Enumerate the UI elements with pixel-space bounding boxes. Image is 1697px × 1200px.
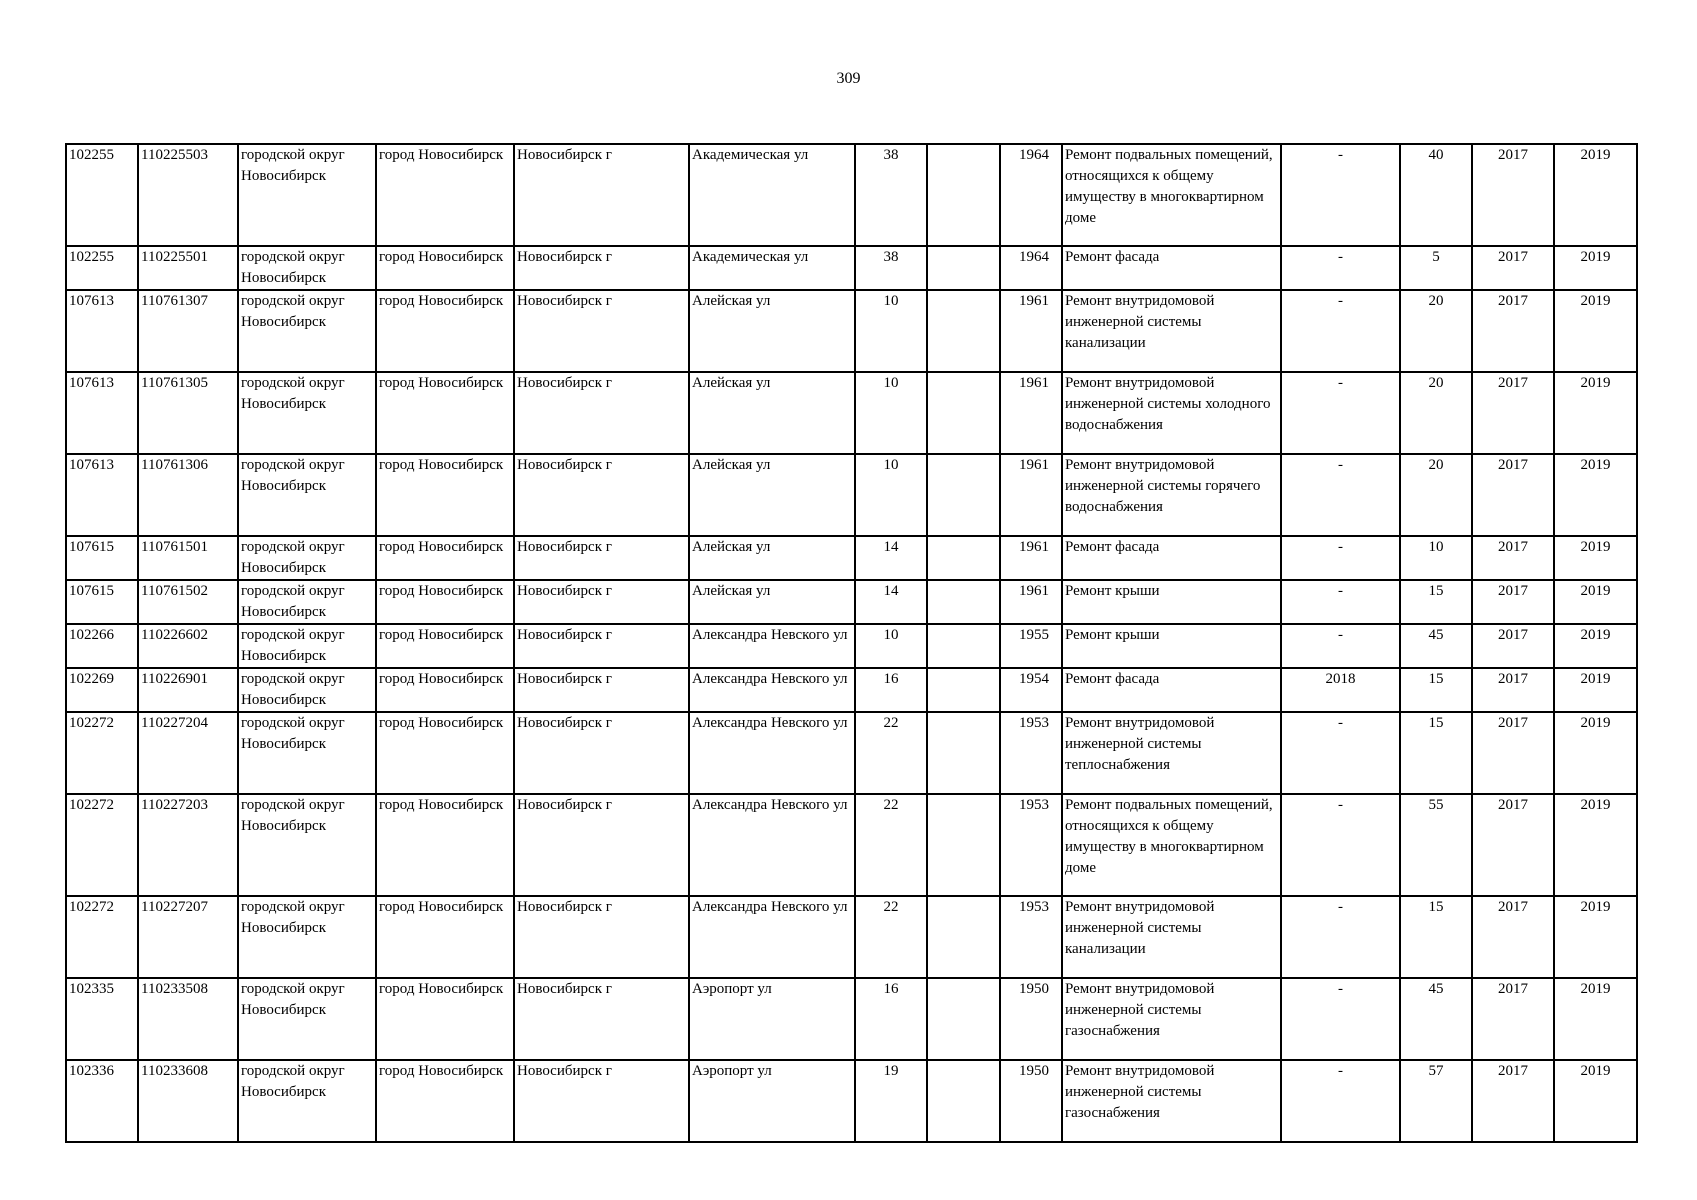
end-year-cell: 2019	[1554, 580, 1637, 624]
table-row	[66, 372, 1637, 454]
work-id-cell: 110233608	[138, 1060, 238, 1142]
work-id-cell: 110225503	[138, 144, 238, 246]
end-year-cell: 2019	[1554, 896, 1637, 978]
city-cell: Новосибирск г	[514, 668, 689, 712]
value-cell: 57	[1400, 1060, 1472, 1142]
building-cell	[927, 144, 1000, 246]
start-year-cell: 2017	[1472, 454, 1554, 536]
extra-cell: -	[1281, 290, 1400, 372]
house-number-cell: 19	[855, 1060, 927, 1142]
settlement-cell: город Новосибирск	[376, 668, 514, 712]
value-cell: 20	[1400, 290, 1472, 372]
settlement-cell: город Новосибирск	[376, 1060, 514, 1142]
end-year-cell: 2019	[1554, 144, 1637, 246]
house-number-cell: 22	[855, 896, 927, 978]
work-id-cell: 110761306	[138, 454, 238, 536]
district-cell: городской округ Новосибирск	[238, 144, 376, 246]
city-cell: Новосибирск г	[514, 536, 689, 580]
extra-cell: -	[1281, 624, 1400, 668]
house-id-cell: 102269	[66, 668, 138, 712]
end-year-cell: 2019	[1554, 794, 1637, 896]
start-year-cell: 2017	[1472, 580, 1554, 624]
start-year-cell: 2017	[1472, 246, 1554, 290]
year-built-cell: 1953	[1000, 794, 1062, 896]
end-year-cell: 2019	[1554, 290, 1637, 372]
city-cell: Новосибирск г	[514, 1060, 689, 1142]
end-year-cell: 2019	[1554, 668, 1637, 712]
house-number-cell: 22	[855, 712, 927, 794]
street-cell: Александра Невского ул	[689, 668, 855, 712]
house-id-cell: 102255	[66, 246, 138, 290]
house-number-cell: 38	[855, 144, 927, 246]
house-number-cell: 10	[855, 454, 927, 536]
year-built-cell: 1961	[1000, 454, 1062, 536]
city-cell: Новосибирск г	[514, 290, 689, 372]
start-year-cell: 2017	[1472, 896, 1554, 978]
work-type-cell: Ремонт внутридомовой инженерной системы газоснабжения	[1062, 1060, 1281, 1142]
district-cell: городской округ Новосибирск	[238, 712, 376, 794]
house-id-cell: 107613	[66, 290, 138, 372]
house-number-cell: 38	[855, 246, 927, 290]
building-cell	[927, 246, 1000, 290]
work-type-cell: Ремонт внутридомовой инженерной системы холодного водоснабжения	[1062, 372, 1281, 454]
district-cell: городской округ Новосибирск	[238, 1060, 376, 1142]
work-id-cell: 110761501	[138, 536, 238, 580]
city-cell: Новосибирск г	[514, 896, 689, 978]
house-number-cell: 10	[855, 372, 927, 454]
house-id-cell: 107615	[66, 536, 138, 580]
start-year-cell: 2017	[1472, 668, 1554, 712]
year-built-cell: 1961	[1000, 580, 1062, 624]
value-cell: 15	[1400, 896, 1472, 978]
street-cell: Академическая ул	[689, 246, 855, 290]
table-row	[66, 896, 1637, 978]
street-cell: Алейская ул	[689, 580, 855, 624]
table-row	[66, 624, 1637, 668]
building-cell	[927, 712, 1000, 794]
table-row	[66, 978, 1637, 1060]
building-cell	[927, 624, 1000, 668]
extra-cell: -	[1281, 580, 1400, 624]
building-cell	[927, 896, 1000, 978]
extra-cell: -	[1281, 536, 1400, 580]
street-cell: Алейская ул	[689, 536, 855, 580]
work-id-cell: 110233508	[138, 978, 238, 1060]
street-cell: Александра Невского ул	[689, 712, 855, 794]
house-id-cell: 102266	[66, 624, 138, 668]
settlement-cell: город Новосибирск	[376, 896, 514, 978]
house-id-cell: 102272	[66, 794, 138, 896]
building-cell	[927, 978, 1000, 1060]
work-type-cell: Ремонт фасада	[1062, 536, 1281, 580]
table-row	[66, 668, 1637, 712]
house-id-cell: 102335	[66, 978, 138, 1060]
start-year-cell: 2017	[1472, 712, 1554, 794]
street-cell: Александра Невского ул	[689, 624, 855, 668]
table-row	[66, 246, 1637, 290]
district-cell: городской округ Новосибирск	[238, 454, 376, 536]
end-year-cell: 2019	[1554, 624, 1637, 668]
extra-cell: 2018	[1281, 668, 1400, 712]
building-cell	[927, 372, 1000, 454]
end-year-cell: 2019	[1554, 536, 1637, 580]
start-year-cell: 2017	[1472, 372, 1554, 454]
city-cell: Новосибирск г	[514, 372, 689, 454]
value-cell: 55	[1400, 794, 1472, 896]
house-number-cell: 14	[855, 580, 927, 624]
house-number-cell: 22	[855, 794, 927, 896]
work-type-cell: Ремонт внутридомовой инженерной системы газоснабжения	[1062, 978, 1281, 1060]
work-type-cell: Ремонт крыши	[1062, 624, 1281, 668]
value-cell: 20	[1400, 372, 1472, 454]
district-cell: городской округ Новосибирск	[238, 246, 376, 290]
value-cell: 45	[1400, 624, 1472, 668]
building-cell	[927, 668, 1000, 712]
street-cell: Александра Невского ул	[689, 794, 855, 896]
settlement-cell: город Новосибирск	[376, 624, 514, 668]
extra-cell: -	[1281, 454, 1400, 536]
year-built-cell: 1964	[1000, 246, 1062, 290]
city-cell: Новосибирск г	[514, 454, 689, 536]
city-cell: Новосибирск г	[514, 978, 689, 1060]
end-year-cell: 2019	[1554, 1060, 1637, 1142]
house-id-cell: 102255	[66, 144, 138, 246]
work-id-cell: 110761305	[138, 372, 238, 454]
work-id-cell: 110227203	[138, 794, 238, 896]
value-cell: 45	[1400, 978, 1472, 1060]
district-cell: городской округ Новосибирск	[238, 896, 376, 978]
work-type-cell: Ремонт крыши	[1062, 580, 1281, 624]
extra-cell: -	[1281, 712, 1400, 794]
extra-cell: -	[1281, 978, 1400, 1060]
value-cell: 10	[1400, 536, 1472, 580]
street-cell: Алейская ул	[689, 372, 855, 454]
table-row	[66, 580, 1637, 624]
settlement-cell: город Новосибирск	[376, 454, 514, 536]
table-body	[66, 144, 1637, 1142]
value-cell: 5	[1400, 246, 1472, 290]
house-number-cell: 16	[855, 978, 927, 1060]
year-built-cell: 1950	[1000, 978, 1062, 1060]
start-year-cell: 2017	[1472, 536, 1554, 580]
work-id-cell: 110227207	[138, 896, 238, 978]
year-built-cell: 1955	[1000, 624, 1062, 668]
building-cell	[927, 580, 1000, 624]
house-number-cell: 14	[855, 536, 927, 580]
value-cell: 15	[1400, 580, 1472, 624]
table-row	[66, 536, 1637, 580]
year-built-cell: 1961	[1000, 536, 1062, 580]
settlement-cell: город Новосибирск	[376, 246, 514, 290]
city-cell: Новосибирск г	[514, 580, 689, 624]
start-year-cell: 2017	[1472, 144, 1554, 246]
work-type-cell: Ремонт подвальных помещений, относящихся к общему имуществу в многоквартирном доме	[1062, 794, 1281, 896]
work-type-cell: Ремонт внутридомовой инженерной системы горячего водоснабжения	[1062, 454, 1281, 536]
settlement-cell: город Новосибирск	[376, 794, 514, 896]
extra-cell: -	[1281, 794, 1400, 896]
table-row	[66, 712, 1637, 794]
year-built-cell: 1954	[1000, 668, 1062, 712]
building-cell	[927, 290, 1000, 372]
city-cell: Новосибирск г	[514, 624, 689, 668]
district-cell: городской округ Новосибирск	[238, 580, 376, 624]
house-id-cell: 107615	[66, 580, 138, 624]
district-cell: городской округ Новосибирск	[238, 372, 376, 454]
house-id-cell: 107613	[66, 372, 138, 454]
work-id-cell: 110226602	[138, 624, 238, 668]
work-id-cell: 110226901	[138, 668, 238, 712]
house-id-cell: 107613	[66, 454, 138, 536]
work-id-cell: 110227204	[138, 712, 238, 794]
building-cell	[927, 1060, 1000, 1142]
extra-cell: -	[1281, 372, 1400, 454]
start-year-cell: 2017	[1472, 1060, 1554, 1142]
year-built-cell: 1950	[1000, 1060, 1062, 1142]
year-built-cell: 1961	[1000, 290, 1062, 372]
table-row	[66, 794, 1637, 896]
house-id-cell: 102272	[66, 896, 138, 978]
work-type-cell: Ремонт подвальных помещений, относящихся к общему имуществу в многоквартирном доме	[1062, 144, 1281, 246]
settlement-cell: город Новосибирск	[376, 290, 514, 372]
street-cell: Аэропорт ул	[689, 1060, 855, 1142]
table-row	[66, 1060, 1637, 1142]
extra-cell: -	[1281, 896, 1400, 978]
table-row	[66, 290, 1637, 372]
start-year-cell: 2017	[1472, 794, 1554, 896]
start-year-cell: 2017	[1472, 624, 1554, 668]
end-year-cell: 2019	[1554, 454, 1637, 536]
extra-cell: -	[1281, 1060, 1400, 1142]
start-year-cell: 2017	[1472, 978, 1554, 1060]
settlement-cell: город Новосибирск	[376, 978, 514, 1060]
street-cell: Аэропорт ул	[689, 978, 855, 1060]
building-cell	[927, 454, 1000, 536]
district-cell: городской округ Новосибирск	[238, 978, 376, 1060]
district-cell: городской округ Новосибирск	[238, 794, 376, 896]
work-type-cell: Ремонт фасада	[1062, 246, 1281, 290]
city-cell: Новосибирск г	[514, 712, 689, 794]
year-built-cell: 1953	[1000, 896, 1062, 978]
settlement-cell: город Новосибирск	[376, 580, 514, 624]
work-id-cell: 110761502	[138, 580, 238, 624]
street-cell: Алейская ул	[689, 290, 855, 372]
building-cell	[927, 794, 1000, 896]
value-cell: 15	[1400, 712, 1472, 794]
district-cell: городской округ Новосибирск	[238, 290, 376, 372]
year-built-cell: 1961	[1000, 372, 1062, 454]
street-cell: Александра Невского ул	[689, 896, 855, 978]
value-cell: 20	[1400, 454, 1472, 536]
extra-cell: -	[1281, 144, 1400, 246]
work-id-cell: 110761307	[138, 290, 238, 372]
work-type-cell: Ремонт фасада	[1062, 668, 1281, 712]
end-year-cell: 2019	[1554, 246, 1637, 290]
value-cell: 15	[1400, 668, 1472, 712]
house-id-cell: 102336	[66, 1060, 138, 1142]
table-row	[66, 144, 1637, 246]
house-number-cell: 16	[855, 668, 927, 712]
house-number-cell: 10	[855, 624, 927, 668]
city-cell: Новосибирск г	[514, 246, 689, 290]
house-id-cell: 102272	[66, 712, 138, 794]
repair-register-table	[65, 143, 1638, 1143]
settlement-cell: город Новосибирск	[376, 712, 514, 794]
year-built-cell: 1953	[1000, 712, 1062, 794]
settlement-cell: город Новосибирск	[376, 144, 514, 246]
city-cell: Новосибирск г	[514, 144, 689, 246]
work-type-cell: Ремонт внутридомовой инженерной системы теплоснабжения	[1062, 712, 1281, 794]
work-type-cell: Ремонт внутридомовой инженерной системы канализации	[1062, 896, 1281, 978]
district-cell: городской округ Новосибирск	[238, 668, 376, 712]
city-cell: Новосибирск г	[514, 794, 689, 896]
settlement-cell: город Новосибирск	[376, 536, 514, 580]
end-year-cell: 2019	[1554, 712, 1637, 794]
house-number-cell: 10	[855, 290, 927, 372]
street-cell: Академическая ул	[689, 144, 855, 246]
table-row	[66, 454, 1637, 536]
value-cell: 40	[1400, 144, 1472, 246]
district-cell: городской округ Новосибирск	[238, 536, 376, 580]
settlement-cell: город Новосибирск	[376, 372, 514, 454]
page-number: 309	[836, 70, 861, 87]
end-year-cell: 2019	[1554, 372, 1637, 454]
district-cell: городской округ Новосибирск	[238, 624, 376, 668]
work-type-cell: Ремонт внутридомовой инженерной системы канализации	[1062, 290, 1281, 372]
end-year-cell: 2019	[1554, 978, 1637, 1060]
year-built-cell: 1964	[1000, 144, 1062, 246]
extra-cell: -	[1281, 246, 1400, 290]
start-year-cell: 2017	[1472, 290, 1554, 372]
work-id-cell: 110225501	[138, 246, 238, 290]
street-cell: Алейская ул	[689, 454, 855, 536]
building-cell	[927, 536, 1000, 580]
